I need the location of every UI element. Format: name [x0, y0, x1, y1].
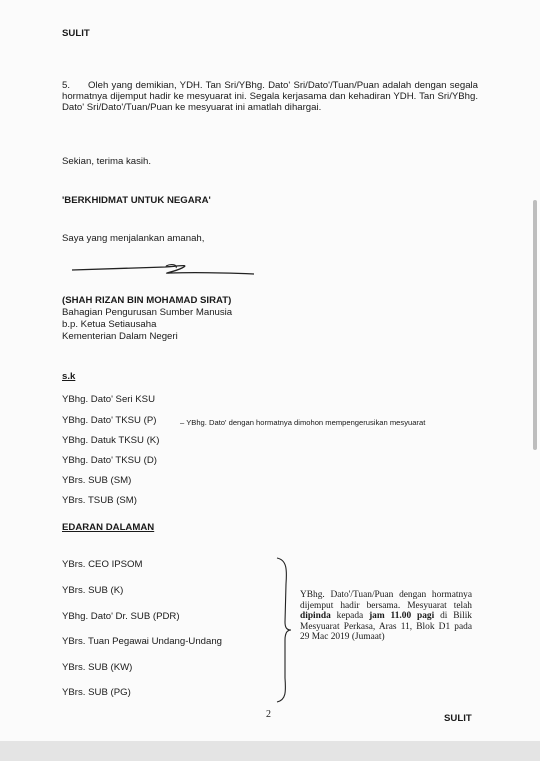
internal-item: YBrs. SUB (KW)	[62, 662, 133, 673]
internal-item: YBrs. Tuan Pegawai Undang-Undang	[62, 636, 222, 647]
internal-heading: EDARAN DALAMAN	[62, 522, 155, 533]
sk-item: YBhg. Dato' Seri KSU	[62, 394, 156, 405]
brace	[274, 556, 294, 704]
internal-item: YBrs. SUB (PG)	[62, 687, 131, 698]
sk-item: YBrs. SUB (SM)	[62, 475, 132, 486]
note-text: YBhg. Dato'/Tuan/Puan dengan hormatnya dijemput hadir bersama. Mesyuarat telah	[300, 590, 472, 611]
note-text: kepada	[330, 611, 370, 622]
internal-item: YBhg. Dato' Dr. SUB (PDR)	[62, 611, 180, 622]
internal-item: YBrs. CEO IPSOM	[62, 559, 143, 570]
note-emphasis: jam 11.00 pagi	[369, 611, 435, 622]
sk-item: YBrs. TSUB (SM)	[62, 495, 137, 506]
sk-item: YBhg. Dato' TKSU (D)	[62, 455, 157, 466]
header-classification: SULIT	[62, 28, 90, 39]
note-emphasis: dipinda	[300, 611, 331, 622]
chair-note: – YBhg. Dato' dengan hormatnya dimohon mempengerusikan mesyuarat	[180, 418, 426, 427]
footer-classification: SULIT	[444, 713, 472, 724]
paragraph-text: Oleh yang demikian, YDH. Tan Sri/YBhg. Dato' Sri/Dato'/Tuan/Puan adalah dengan segala hormatnya dijemput hadir ke mesyuarat ini. Segala kerjasama dan kehadiran YDH. Tan Sri/YBhg. Dato' Sri/Dato'/Tuan/Puan ke mesyuarat ini amatlah dihargai.	[62, 80, 478, 113]
paragraph-5	[62, 80, 478, 113]
sk-item: YBhg. Dato' TKSU (P)	[62, 415, 157, 426]
signatory-ministry: Kementerian Dalam Negeri	[62, 331, 178, 342]
signatory-on-behalf: b.p. Ketua Setiausaha	[62, 319, 157, 330]
internal-item: YBrs. SUB (K)	[62, 585, 124, 596]
trust-line: Saya yang menjalankan amanah,	[62, 233, 205, 244]
closing-text: Sekian, terima kasih.	[62, 156, 152, 167]
signatory-department: Bahagian Pengurusan Sumber Manusia	[62, 307, 233, 318]
sk-heading: s.k	[62, 371, 76, 382]
note-text: di Bilik Mesyuarat Perkasa, Aras 11, Blok D1 pada 29 Mac 2019 (Jumaat)	[300, 611, 472, 643]
scrollbar[interactable]	[533, 200, 537, 450]
paragraph-number: 5.	[62, 80, 71, 91]
meeting-note	[300, 590, 472, 643]
sk-item: YBhg. Datuk TKSU (K)	[62, 435, 160, 446]
signature	[70, 258, 260, 284]
signatory-name: (SHAH RIZAN BIN MOHAMAD SIRAT)	[62, 295, 232, 306]
motto: 'BERKHIDMAT UNTUK NEGARA'	[62, 195, 211, 206]
page-number: 2	[266, 709, 271, 720]
viewer-background	[0, 741, 540, 761]
